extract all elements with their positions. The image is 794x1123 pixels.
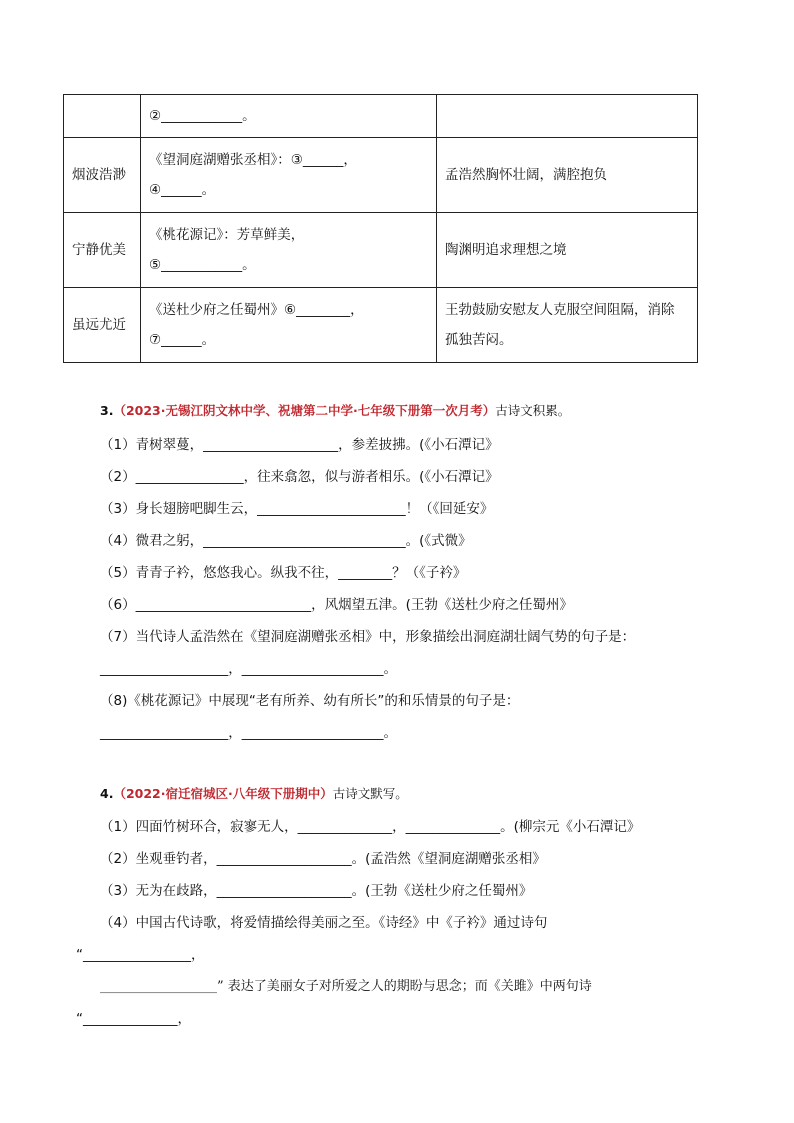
- verse-cell: [141, 138, 437, 213]
- question-number: 4.: [100, 786, 114, 801]
- q4-answer-line: “________________，: [76, 947, 205, 963]
- q3-item: （1）青树翠蔓，____________________，参差披拂。(《小石潭记》: [100, 437, 499, 453]
- q4-item: （1）四面竹树环合，寂寥无人，______________，______________。(柳宗元《小石潭记》: [100, 819, 641, 835]
- verse-line: 《送杜少府之任蜀州》⑥________，: [149, 302, 364, 318]
- q3-answer-line: ___________________，_____________________。: [100, 725, 397, 741]
- q3-item: （7）当代诗人孟浩然在《望洞庭湖赠张丞相》中，形象描绘出洞庭湖壮阔气势的句子是：: [100, 629, 636, 645]
- question-source: （2022·宿迁宿城区·八年级下册期中）: [113, 786, 333, 801]
- table-row: [64, 213, 698, 288]
- verse-line: 《桃花源记》：芳草鲜美，: [149, 227, 305, 243]
- q4-item: （3）无为在歧路，____________________。(王勃《送杜少府之任蜀州》: [100, 883, 533, 899]
- table-row: [64, 288, 698, 363]
- note-cell: [437, 95, 698, 138]
- verse-cell: [141, 288, 437, 363]
- q3-item: （2）________________，往来翕忽，似与游者相乐。(《小石潭记》: [100, 469, 499, 485]
- note-cell: 陶渊明追求理想之境: [437, 213, 698, 288]
- question-4-header: [100, 784, 408, 802]
- theme-cell: [64, 95, 141, 138]
- note-line: 王勃鼓励安慰友人克服空间阻隔，消除: [445, 302, 675, 318]
- table-row: [64, 95, 698, 138]
- theme-cell: 烟波浩渺: [64, 138, 141, 213]
- verse-cell: [141, 213, 437, 288]
- q4-item: （4）中国古代诗歌，将爱情描绘得美丽之至。《诗经》中《子衿》通过诗句: [100, 915, 548, 931]
- question-source: （2023·无锡江阴文林中学、祝塘第二中学·七年级下册第一次月考）: [113, 403, 496, 418]
- theme-cell: 虽远尤近: [64, 288, 141, 363]
- note-cell: [437, 288, 698, 363]
- note-cell: 孟浩然胸怀壮阔，满腔抱负: [437, 138, 698, 213]
- note-line: 孤独苦闷。: [445, 332, 513, 348]
- q3-item: （6）__________________________，风烟望五津。(王勃《送杜少府之任蜀州》: [100, 597, 573, 613]
- verse-line: ⑦______。: [149, 332, 216, 348]
- q3-item: （4）微君之躬，______________________________。(《式微》: [100, 533, 472, 549]
- q4-item: （2）坐观垂钓者，____________________。(孟浩然《望洞庭湖赠张丞相》: [100, 851, 546, 867]
- question-3-header: [100, 401, 570, 419]
- question-title: 古诗文默写。: [332, 786, 408, 801]
- theme-cell: 宁静优美: [64, 213, 141, 288]
- q3-answer-line: ___________________，_____________________。: [100, 661, 397, 677]
- question-number: 3.: [100, 403, 114, 418]
- q4-answer-line: “______________，: [76, 1011, 191, 1027]
- table-row: [64, 138, 698, 213]
- verse-line: ④______。: [149, 182, 216, 198]
- poem-theme-table: [63, 94, 698, 363]
- q3-item: （5）青青子衿，悠悠我心。纵我不往，________？（《子衿》: [100, 565, 467, 581]
- q3-item: （8)《桃花源记》中展现“老有所养、幼有所长”的和乐情景的句子是：: [100, 693, 520, 709]
- q4-answer-line: __________________” 表达了美丽女子对所爱之人的期盼与思念；而《关雎》中两句诗: [100, 979, 592, 994]
- question-title: 古诗文积累。: [495, 403, 571, 418]
- verse-line: 《望洞庭湖赠张丞相》：③______，: [149, 152, 357, 168]
- verse-line: ②____________。: [149, 108, 256, 124]
- verse-line: ⑤____________。: [149, 257, 256, 273]
- q3-item: （3）身长翅膀吧脚生云，______________________！（《回延安》: [100, 501, 494, 517]
- verse-cell: [141, 95, 437, 138]
